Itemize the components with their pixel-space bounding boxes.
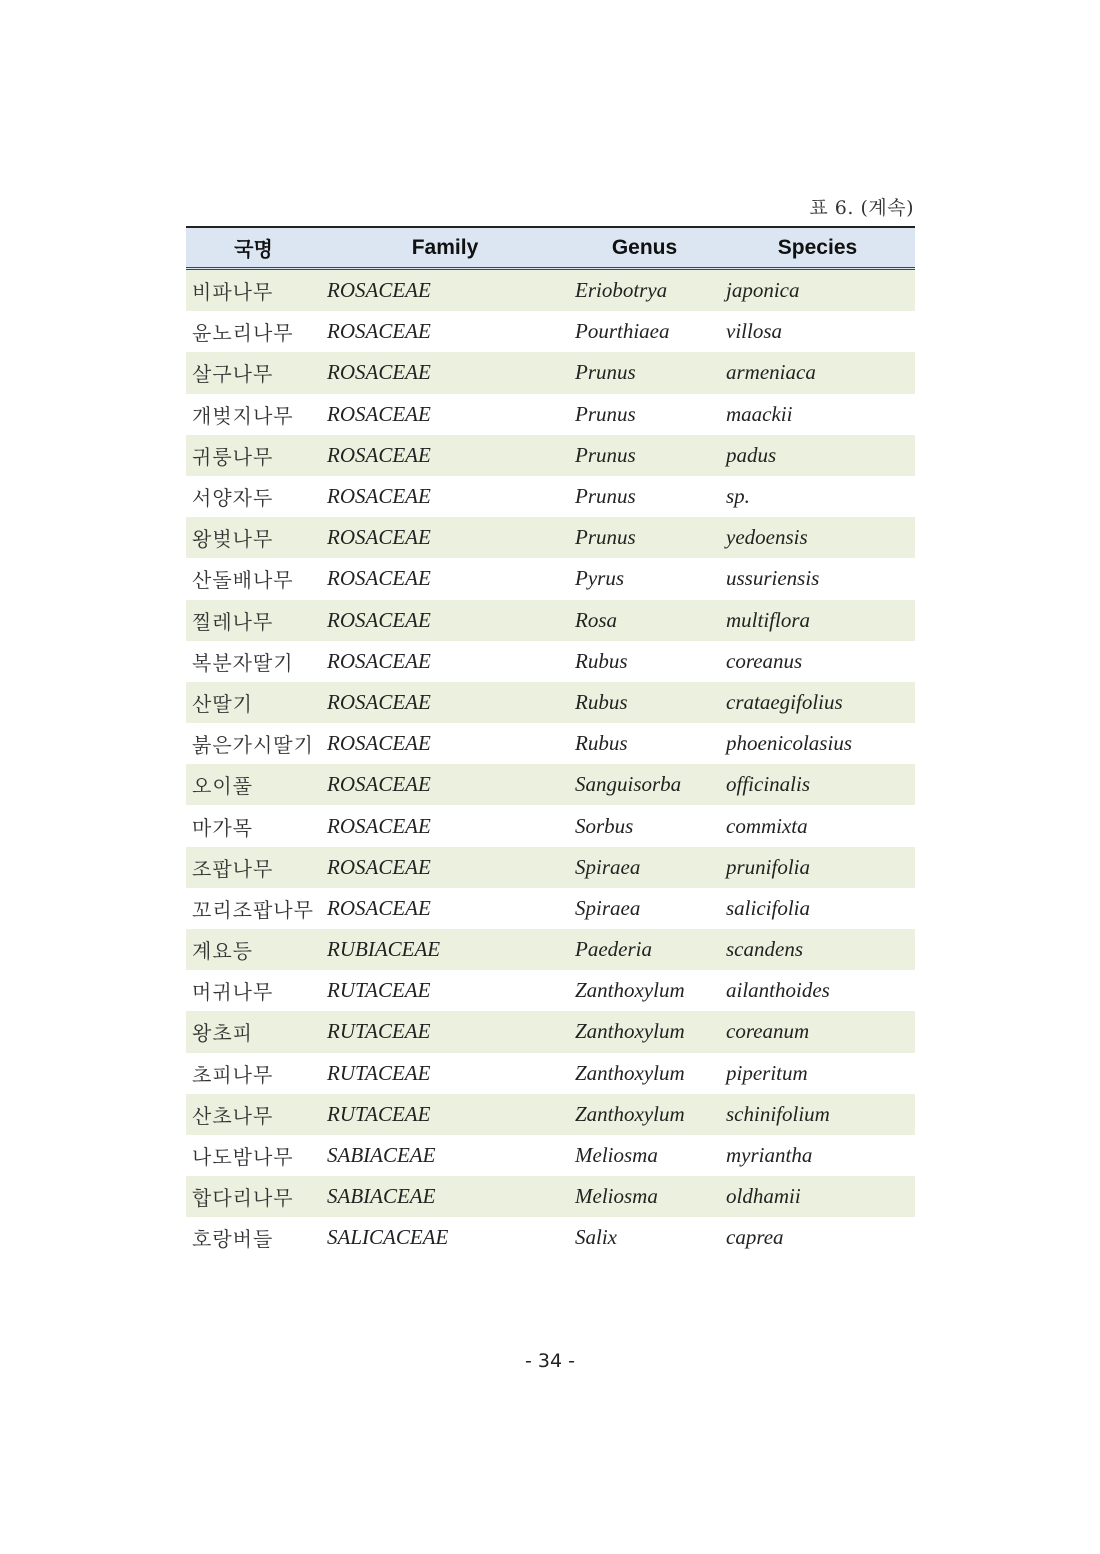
korean-name-cell: 산딸기 [186, 682, 321, 723]
species-cell: officinalis [720, 764, 915, 805]
genus-cell: Prunus [569, 435, 720, 476]
genus-cell: Prunus [575, 401, 636, 426]
species-cell: multiflora [720, 600, 915, 641]
korean-name-cell: 산초나무 [186, 1094, 321, 1135]
table-row [186, 805, 915, 846]
family-cell: ROSACEAE [321, 517, 569, 558]
genus-cell: Eriobotrya [569, 269, 720, 312]
species-cell: commixta [726, 813, 808, 838]
family-cell: ROSACEAE [327, 731, 431, 756]
korean-name-cell: 왕초피 [186, 1011, 321, 1052]
species-cell: coreanum [720, 1011, 915, 1052]
family-cell: ROSACEAE [321, 847, 569, 888]
korean-name-cell: 서양자두 [192, 486, 274, 511]
genus-cell: Zanthoxylum [575, 978, 685, 1003]
species-cell: ussuriensis [726, 566, 820, 591]
genus-cell: Sanguisorba [569, 764, 720, 805]
family-cell: RUTACEAE [327, 978, 431, 1003]
header-species: Species [720, 227, 915, 269]
family-cell: ROSACEAE [327, 813, 431, 838]
family-cell: ROSACEAE [327, 484, 431, 509]
table-row [186, 970, 915, 1011]
genus-cell: Spiraea [575, 895, 641, 920]
family-cell: ROSACEAE [327, 401, 431, 426]
table-row [186, 929, 915, 970]
table-row [186, 1094, 915, 1135]
species-cell: phoenicolasius [726, 731, 852, 756]
species-cell: oldhamii [720, 1176, 915, 1217]
korean-name-cell: 왕벚나무 [186, 517, 321, 558]
genus-cell: Pourthiaea [575, 319, 670, 344]
korean-name-cell: 복분자딸기 [192, 650, 294, 675]
header-row [186, 227, 915, 269]
family-cell: ROSACEAE [327, 566, 431, 591]
table-row [186, 682, 915, 723]
table-row [186, 1011, 915, 1052]
korean-name-cell: 나도밤나무 [192, 1145, 294, 1170]
family-cell: ROSACEAE [321, 764, 569, 805]
species-cell: piperitum [726, 1060, 808, 1085]
table-row [186, 394, 915, 435]
korean-name-cell: 비파나무 [186, 269, 321, 312]
korean-name-cell: 머귀나무 [192, 980, 274, 1005]
genus-cell: Sorbus [575, 813, 634, 838]
table-row [186, 517, 915, 558]
family-cell: SABIACEAE [327, 1143, 436, 1168]
family-cell: ROSACEAE [327, 319, 431, 344]
species-cell: coreanus [726, 648, 803, 673]
species-cell: japonica [720, 269, 915, 312]
table-row [186, 269, 915, 312]
species-cell: armeniaca [720, 352, 915, 393]
korean-name-cell: 개벚지나무 [192, 403, 294, 428]
genus-cell: Rosa [569, 600, 720, 641]
family-cell: ROSACEAE [321, 435, 569, 476]
species-cell: caprea [726, 1225, 784, 1250]
table-row [186, 311, 915, 352]
korean-name-cell: 마가목 [192, 815, 253, 840]
table-caption: 표 6. (계속) [809, 197, 914, 219]
genus-cell: Rubus [575, 648, 628, 673]
family-cell: ROSACEAE [321, 600, 569, 641]
family-cell: ROSACEAE [321, 352, 569, 393]
species-cell: sp. [726, 484, 750, 509]
table-row [186, 476, 915, 517]
genus-cell: Prunus [569, 517, 720, 558]
genus-cell: Meliosma [575, 1143, 658, 1168]
korean-name-cell: 호랑버들 [192, 1227, 274, 1252]
species-cell: scandens [720, 929, 915, 970]
species-table [186, 226, 915, 1259]
genus-cell: Meliosma [569, 1176, 720, 1217]
table-body [186, 269, 915, 1259]
species-cell: padus [720, 435, 915, 476]
header-family: Family [321, 227, 569, 269]
family-cell: SALICACEAE [327, 1225, 449, 1250]
genus-cell: Rubus [569, 682, 720, 723]
species-cell: crataegifolius [720, 682, 915, 723]
family-cell: ROSACEAE [327, 895, 431, 920]
family-cell: RUBIACEAE [321, 929, 569, 970]
korean-name-cell: 붉은가시딸기 [192, 733, 314, 758]
header-genus: Genus [569, 227, 720, 269]
genus-cell: Paederia [569, 929, 720, 970]
species-table-container [186, 226, 915, 1259]
table-row [186, 888, 915, 929]
table-row [186, 1135, 915, 1176]
header-korean-name: 국명 [186, 227, 321, 269]
genus-cell: Spiraea [569, 847, 720, 888]
species-cell: ailanthoides [726, 978, 830, 1003]
korean-name-cell: 귀룽나무 [186, 435, 321, 476]
table-row [186, 435, 915, 476]
korean-name-cell: 초피나무 [192, 1062, 274, 1087]
table-header [186, 227, 915, 269]
korean-name-cell: 살구나무 [186, 352, 321, 393]
genus-cell: Prunus [575, 484, 636, 509]
family-cell: RUTACEAE [321, 1094, 569, 1135]
genus-cell: Salix [575, 1225, 617, 1250]
genus-cell: Zanthoxylum [575, 1060, 685, 1085]
species-cell: myriantha [726, 1143, 813, 1168]
species-cell: salicifolia [726, 895, 810, 920]
species-cell: maackii [726, 401, 793, 426]
korean-name-cell: 찔레나무 [186, 600, 321, 641]
genus-cell: Zanthoxylum [569, 1094, 720, 1135]
table-row [186, 723, 915, 764]
korean-name-cell: 꼬리조팝나무 [192, 897, 314, 922]
species-cell: villosa [726, 319, 782, 344]
table-row [186, 1176, 915, 1217]
table-row [186, 352, 915, 393]
korean-name-cell: 계요등 [186, 929, 321, 970]
genus-cell: Prunus [569, 352, 720, 393]
korean-name-cell: 조팝나무 [186, 847, 321, 888]
genus-cell: Rubus [575, 731, 628, 756]
korean-name-cell: 오이풀 [186, 764, 321, 805]
page-number: - 34 - [525, 1350, 575, 1372]
table-row [186, 558, 915, 599]
species-cell: yedoensis [720, 517, 915, 558]
table-row [186, 600, 915, 641]
korean-name-cell: 산돌배나무 [192, 568, 294, 593]
table-row [186, 764, 915, 805]
family-cell: ROSACEAE [321, 269, 569, 312]
family-cell: SABIACEAE [321, 1176, 569, 1217]
korean-name-cell: 합다리나무 [186, 1176, 321, 1217]
korean-name-cell: 윤노리나무 [192, 321, 294, 346]
table-row [186, 847, 915, 888]
family-cell: RUTACEAE [321, 1011, 569, 1052]
family-cell: ROSACEAE [327, 648, 431, 673]
table-row [186, 641, 915, 682]
genus-cell: Zanthoxylum [569, 1011, 720, 1052]
table-row [186, 1217, 915, 1258]
species-cell: schinifolium [720, 1094, 915, 1135]
genus-cell: Pyrus [575, 566, 624, 591]
table-row [186, 1053, 915, 1094]
species-cell: prunifolia [720, 847, 915, 888]
family-cell: RUTACEAE [327, 1060, 431, 1085]
family-cell: ROSACEAE [321, 682, 569, 723]
